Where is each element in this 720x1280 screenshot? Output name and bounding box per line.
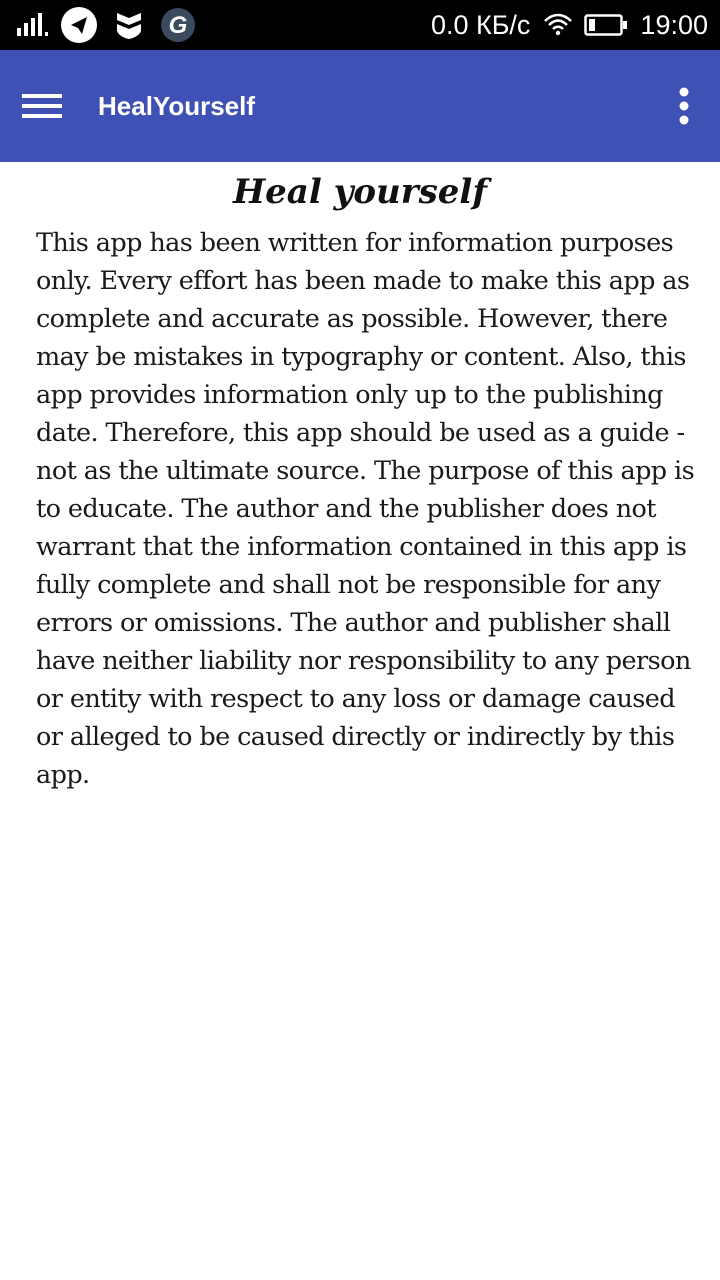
page-heading: Heal yourself: [233, 172, 487, 212]
navigation-menu-button[interactable]: [14, 78, 70, 134]
app-title: HealYourself: [98, 91, 256, 121]
more-vert-icon: [678, 87, 690, 125]
battery-icon: [584, 11, 628, 39]
network-speed: 0.0 КБ/с: [430, 9, 531, 40]
app-bar: [0, 50, 720, 162]
disclaimer-text: This app has been written for information purposes only. Every effort has been made to make this app as complete and accurate as possible. However, there may be mistakes in typography or content. Also, this app provides information only up to the publishing date. Therefore, this app should be used as a guide - not as the ultimate source. The purpose of this app is to educate. The author and the publisher does not warrant that the information contained in this app is fully complete and shall not be responsible for any errors or omissions. The author and publisher shall have neither liability nor responsibility to any person or entity with respect to any loss or damage caused or alleged to be caused directly or indirectly by this app.: [36, 228, 695, 790]
svg-text:G: G: [168, 12, 188, 39]
status-bar-right: [431, 0, 720, 50]
content-area: [0, 162, 720, 1280]
status-bar: [0, 0, 720, 50]
hamburger-menu-icon: [22, 92, 62, 120]
signal-icon: [16, 10, 50, 40]
telegram-icon: [60, 6, 98, 44]
clock: 19:00: [640, 9, 708, 40]
overflow-menu-button[interactable]: [662, 78, 706, 134]
wifi-icon: [542, 11, 574, 39]
status-bar-left: [0, 0, 196, 50]
g-app-icon: [160, 7, 196, 43]
shield-icon: [114, 8, 144, 42]
